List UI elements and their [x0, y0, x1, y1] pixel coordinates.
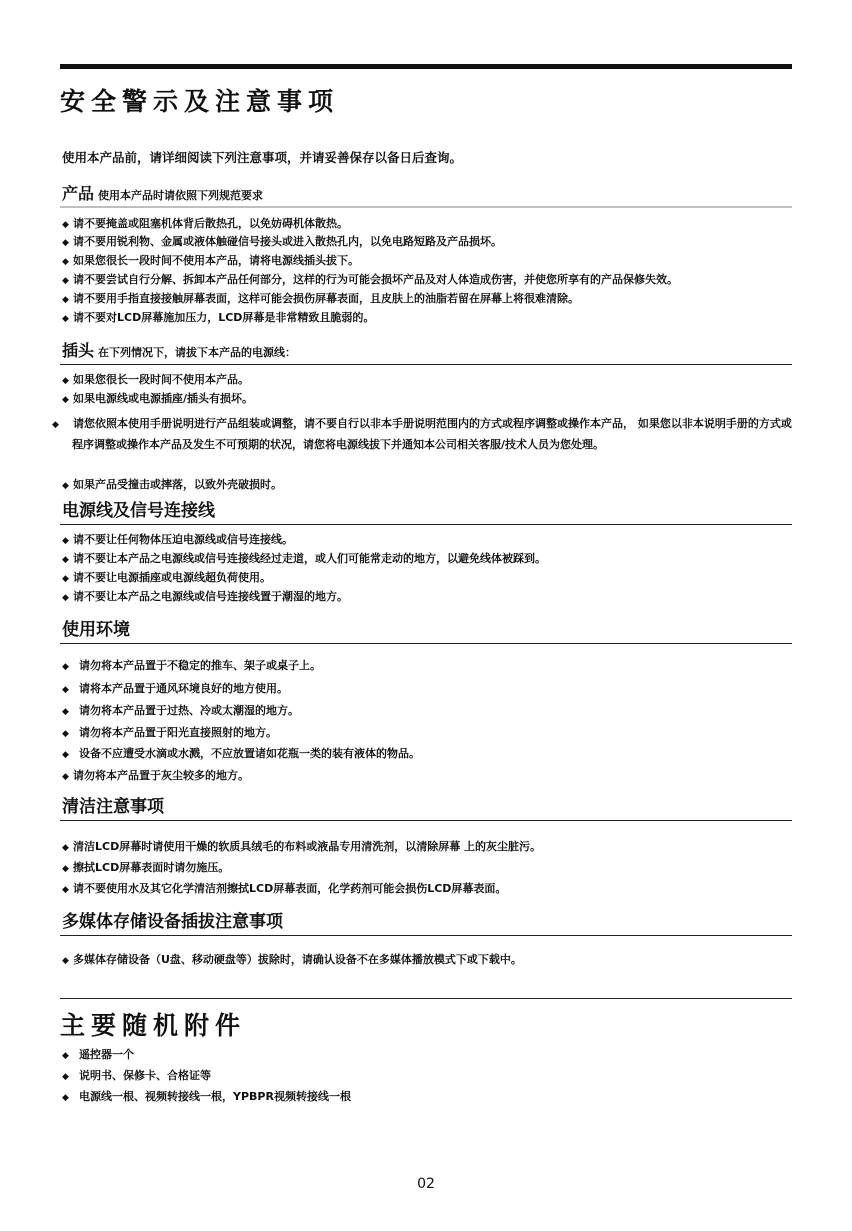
- list-item: ◆ 如果您很长一段时间不使用本产品，请将电源线插头拔下。: [62, 252, 359, 271]
- page-number: 02: [417, 1176, 435, 1192]
- accessory-item: ◆ 电源线一根、视频转接线一根，YPBPR视频转接线一根: [62, 1088, 351, 1107]
- section-subtitle-product: 使用本产品时请依照下列规范要求: [98, 189, 264, 202]
- bullet-icon: ◆: [62, 772, 69, 782]
- bullet-icon: ◆: [62, 1051, 69, 1061]
- section-title-environment: 使用环境: [62, 620, 130, 640]
- bullet-icon: ◆: [62, 555, 69, 565]
- bullet-icon: ◆: [62, 662, 69, 672]
- list-item: ◆ 请不要用手指直接接触屏幕表面，这样可能会损伤屏幕表面，且皮肤上的油脂若留在屏幕上将很难清除。: [62, 290, 579, 309]
- list-item: ◆ 请勿将本产品置于过热、冷或太潮湿的地方。: [62, 702, 299, 721]
- list-item: ◆ 请不要使用水及其它化学清洁剂擦拭LCD屏幕表面，化学药剂可能会损伤LCD屏幕表面。: [62, 880, 506, 899]
- list-item: ◆ 请不要让本产品之电源线或信号连接线经过走道，或人们可能常走动的地方，以避免线体被踩到。: [62, 550, 546, 569]
- accessory-item: ◆ 遥控器一个: [62, 1046, 134, 1065]
- bullet-icon: ◆: [62, 257, 69, 267]
- section-header-cleaning: [60, 797, 792, 821]
- list-item: ◆ 请您依照本使用手册说明进行产品组装或调整，请不要自行以非本手册说明范围内的方式或程序调整或操作本产品， 如果您以非本说明手册的方式或程序调整或操作本产品及发生不可预期的状况，请您将电源线拔下并通知本公司相关客服/技术人员为您处理。: [52, 417, 792, 451]
- bullet-icon: ◆: [62, 376, 69, 386]
- list-item: ◆ 请勿将本产品置于不稳定的推车、架子或桌子上。: [62, 657, 321, 676]
- bullet-icon: ◆: [62, 1072, 69, 1082]
- section-divider: [60, 998, 792, 999]
- section-title-plug: 插头: [62, 341, 95, 360]
- list-item: ◆ 如果产品受撞击或摔落，以致外壳破损时。: [62, 476, 282, 495]
- list-item: ◆ 设备不应遭受水滴或水溅，不应放置诸如花瓶一类的装有液体的物品。: [62, 745, 420, 764]
- bullet-icon: ◆: [62, 864, 69, 874]
- section-header-cables: [60, 501, 792, 525]
- bullet-icon: ◆: [52, 420, 59, 430]
- bullet-icon: ◆: [62, 395, 69, 405]
- accessories-title: 主要随机附件: [60, 1011, 247, 1040]
- list-item: ◆ 请不要用锐利物、金属或液体触碰信号接头或进入散热孔内，以免电路短路及产品损坏。: [62, 233, 502, 252]
- list-item: ◆ 清洁LCD屏幕时请使用干燥的软质具绒毛的布料或液晶专用清洗剂，以清除屏幕 上的灰尘脏污。: [62, 838, 541, 857]
- bullet-icon: ◆: [62, 750, 69, 760]
- section-title-cleaning: 清洁注意事项: [62, 797, 164, 817]
- section-title-media: 多媒体存储设备插拔注意事项: [62, 912, 283, 932]
- page-title: 安全警示及注意事项: [60, 87, 340, 116]
- list-item: ◆ 请勿将本产品置于灰尘较多的地方。: [62, 767, 249, 786]
- list-item: ◆ 请勿将本产品置于阳光直接照射的地方。: [62, 724, 277, 743]
- list-item: ◆ 请不要尝试自行分解、拆卸本产品任何部分，这样的行为可能会损坏产品及对人体造成伤害，并使您所享有的产品保修失效。: [62, 271, 678, 290]
- list-item: ◆ 请不要让电源插座或电源线超负荷使用。: [62, 569, 271, 588]
- bullet-icon: ◆: [62, 685, 69, 695]
- section-title-product: 产品: [62, 184, 95, 203]
- list-item: ◆ 请将本产品置于通风环境良好的地方使用。: [62, 680, 288, 699]
- list-item: ◆ 如果电源线或电源插座/插头有损坏。: [62, 390, 253, 409]
- list-item: ◆ 请不要掩盖或阻塞机体背后散热孔，以免妨碍机体散热。: [62, 215, 348, 234]
- list-item: ◆ 多媒体存储设备（U盘、移动硬盘等）拔除时，请确认设备不在多媒体播放模式下或下载中。: [62, 951, 522, 970]
- bullet-icon: ◆: [62, 238, 69, 248]
- bullet-icon: ◆: [62, 574, 69, 584]
- bullet-icon: ◆: [62, 220, 69, 230]
- bullet-icon: ◆: [62, 729, 69, 739]
- bullet-icon: ◆: [62, 956, 69, 966]
- bullet-icon: ◆: [62, 1093, 69, 1103]
- list-item: ◆ 擦拭LCD屏幕表面时请勿施压。: [62, 859, 229, 878]
- section-title-cables: 电源线及信号连接线: [62, 501, 215, 521]
- bullet-icon: ◆: [62, 295, 69, 305]
- bullet-icon: ◆: [62, 885, 69, 895]
- bullet-icon: ◆: [62, 276, 69, 286]
- list-item: ◆ 请不要对LCD屏幕施加压力，LCD屏幕是非常精致且脆弱的。: [62, 309, 374, 328]
- bullet-icon: ◆: [62, 536, 69, 546]
- section-header-plug: [60, 341, 792, 365]
- bullet-icon: ◆: [62, 707, 69, 717]
- section-header-product: [60, 184, 792, 208]
- bullet-icon: ◆: [62, 314, 69, 324]
- list-item: ◆ 请不要让任何物体压迫电源线或信号连接线。: [62, 531, 293, 550]
- bullet-icon: ◆: [62, 481, 69, 491]
- section-header-media: [60, 912, 792, 936]
- list-item: ◆ 如果您很长一段时间不使用本产品。: [62, 371, 249, 390]
- accessory-item: ◆ 说明书、保修卡、合格证等: [62, 1067, 211, 1086]
- bullet-icon: ◆: [62, 843, 69, 853]
- top-rule: [60, 64, 792, 69]
- section-header-environment: [60, 620, 792, 644]
- bullet-icon: ◆: [62, 593, 69, 603]
- section-subtitle-plug: 在下列情况下，请拔下本产品的电源线：: [98, 346, 297, 359]
- list-item: ◆ 请不要让本产品之电源线或信号连接线置于潮湿的地方。: [62, 588, 348, 607]
- intro-text: 使用本产品前，请详细阅读下列注意事项，并请妥善保存以备日后查询。: [62, 150, 463, 165]
